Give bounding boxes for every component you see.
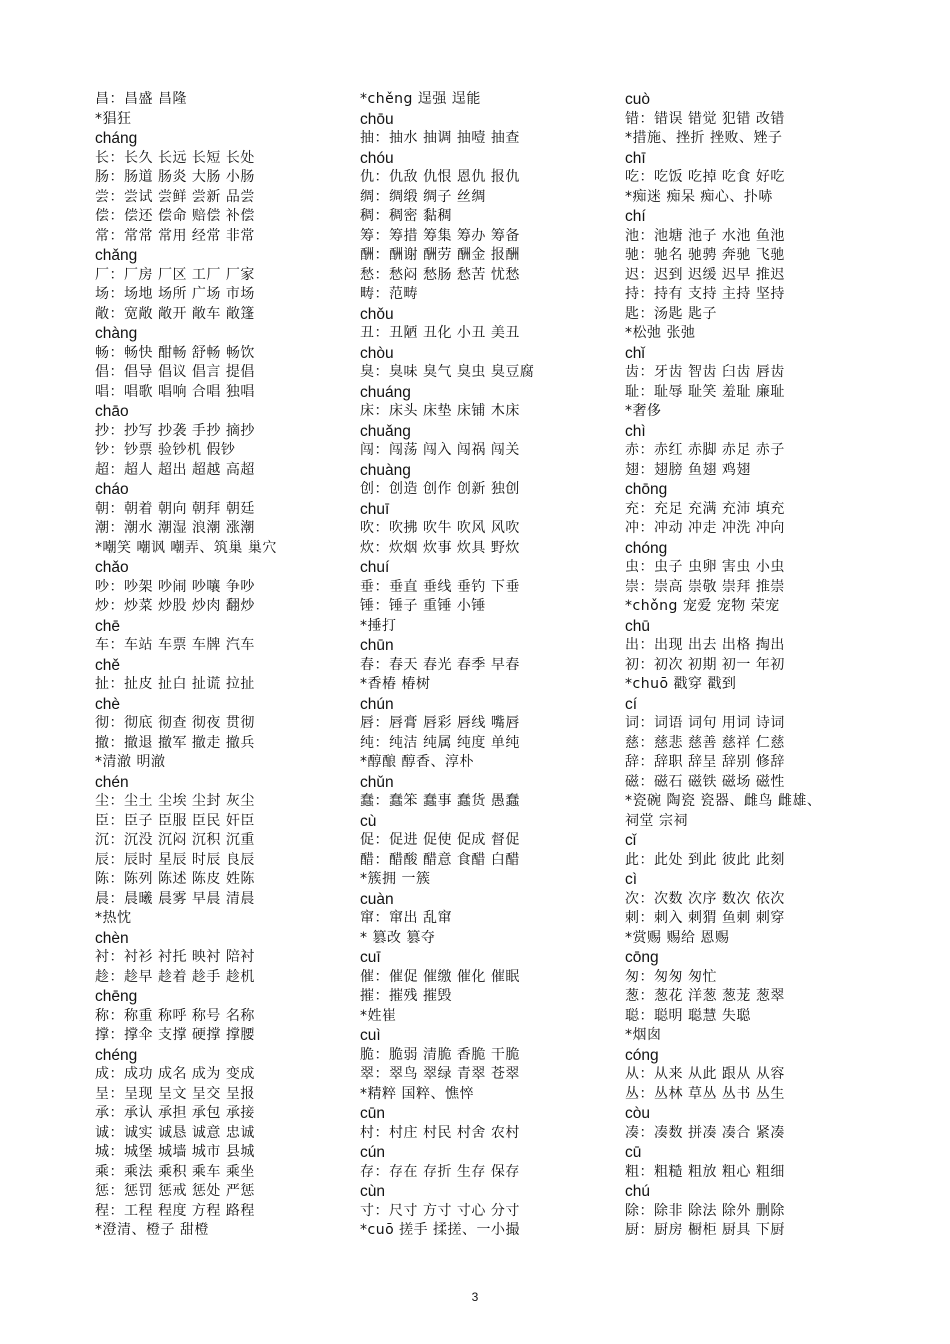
word-entry: 粗：粗糙 粗放 粗心 粗细 bbox=[625, 1163, 785, 1180]
word-entry: 持：持有 支持 主持 坚持 bbox=[625, 286, 785, 302]
pinyin-heading: chǎng bbox=[95, 247, 138, 264]
word-entry: 吃：吃饭 吃掉 吃食 好吃 bbox=[625, 169, 785, 185]
pinyin-heading: chì bbox=[625, 422, 646, 440]
pinyin-heading: chéng bbox=[95, 1046, 138, 1064]
word-entry: 此：此处 到此 彼此 此刻 bbox=[625, 851, 785, 868]
extra-words-line: *瓷碗 陶瓷 瓷器、雌鸟 雌雄、 bbox=[625, 793, 822, 809]
pinyin-heading: chí bbox=[625, 208, 646, 225]
word-entry: 次：次数 次序 数次 依次 bbox=[625, 890, 785, 907]
word-entry: 筹：筹措 筹集 筹办 筹备 bbox=[360, 227, 520, 244]
word-entry: 诚：诚实 诚恳 诚意 忠诚 bbox=[95, 1124, 255, 1141]
column-3 bbox=[625, 90, 885, 1241]
pinyin-heading: cuī bbox=[360, 949, 381, 966]
word-entry: 丛：丛林 草丛 丛书 丛生 bbox=[625, 1085, 785, 1102]
word-entry: 垂：垂直 垂线 垂钓 下垂 bbox=[360, 578, 520, 595]
pinyin-heading: chī bbox=[625, 149, 646, 167]
word-entry: 葱：葱花 洋葱 葱茏 葱翠 bbox=[625, 988, 785, 1004]
pinyin-heading: cù bbox=[360, 812, 377, 830]
pinyin-heading: chuí bbox=[360, 559, 390, 576]
extra-words-line: *嘲笑 嘲讽 嘲弄、筑巢 巢穴 bbox=[95, 539, 277, 556]
pinyin-heading: cùn bbox=[360, 1183, 385, 1200]
word-entry: 唇：唇膏 唇彩 唇线 嘴唇 bbox=[360, 715, 520, 731]
word-entry: 尝：尝试 尝鲜 尝新 品尝 bbox=[95, 188, 255, 205]
word-entry: 锤：锤子 重锤 小锤 bbox=[360, 598, 486, 614]
word-entry: 常：常常 常用 经常 非常 bbox=[95, 227, 255, 244]
column-1 bbox=[95, 90, 345, 1241]
word-entry: 稠：稠密 黏稠 bbox=[360, 208, 452, 224]
word-entry: 偿：偿还 偿命 赔偿 补偿 bbox=[95, 208, 255, 224]
word-entry: 磁：磁石 磁铁 磁场 磁性 bbox=[625, 773, 785, 790]
word-entry: 愁：愁闷 愁肠 愁苦 忧愁 bbox=[360, 266, 520, 283]
word-entry: 冲：冲动 冲走 冲洗 冲向 bbox=[625, 520, 785, 536]
pinyin-heading: chāo bbox=[95, 403, 129, 420]
pinyin-heading: cōng bbox=[625, 949, 659, 966]
pinyin-heading: cì bbox=[625, 871, 638, 888]
page-number: 3 bbox=[471, 1290, 479, 1304]
word-entry: 车：车站 车票 车牌 汽车 bbox=[95, 637, 255, 653]
word-entry: 丑：丑陋 丑化 小丑 美丑 bbox=[360, 325, 520, 341]
extra-words-line: *澄清、橙子 甜橙 bbox=[95, 1222, 209, 1238]
word-entry: 赤：赤红 赤脚 赤足 赤子 bbox=[625, 442, 785, 458]
word-entry: 炊：炊烟 炊事 炊具 野炊 bbox=[360, 539, 520, 556]
pinyin-heading: chàng bbox=[95, 325, 138, 342]
pinyin-heading: chóng bbox=[625, 539, 668, 557]
word-entry: 充：充足 充满 充沛 填充 bbox=[625, 500, 785, 517]
word-entry: 虫：虫子 虫卵 害虫 小虫 bbox=[625, 559, 785, 575]
word-entry: 厨：厨房 橱柜 厨具 下厨 bbox=[625, 1222, 785, 1238]
word-entry: 潮：潮水 潮湿 浪潮 涨潮 bbox=[95, 520, 255, 536]
word-entry: 匆：匆匆 匆忙 bbox=[625, 968, 717, 985]
pinyin-heading: chēng bbox=[95, 988, 138, 1005]
extra-words-line: *chǒng 宠爱 宠物 荣宠 bbox=[625, 598, 780, 614]
word-entry: 乘：乘法 乘积 乘车 乘坐 bbox=[95, 1163, 255, 1180]
word-entry: 创：创造 创作 创新 独创 bbox=[360, 481, 520, 497]
extra-words-line: *姓崔 bbox=[360, 1007, 397, 1024]
word-entry: 翅：翅膀 鱼翅 鸡翅 bbox=[625, 461, 751, 478]
word-entry: 纯：纯洁 纯属 纯度 单纯 bbox=[360, 734, 520, 751]
word-entry: 词：词语 词句 用词 诗词 bbox=[625, 715, 785, 731]
word-entry: 抽：抽水 抽调 抽噎 抽查 bbox=[360, 130, 520, 146]
extra-words-line: *措施、挫折 挫败、矬子 bbox=[625, 130, 783, 146]
word-entry: 脆：脆弱 清脆 香脆 干脆 bbox=[360, 1046, 520, 1063]
word-entry: 承：承认 承担 承包 承接 bbox=[95, 1105, 255, 1121]
column-2 bbox=[360, 90, 610, 1241]
word-entry: 称：称重 称呼 称号 名称 bbox=[95, 1007, 255, 1024]
pinyin-heading: chǒu bbox=[360, 305, 394, 323]
pinyin-heading: còu bbox=[625, 1105, 650, 1122]
word-entry: 场：场地 场所 广场 市场 bbox=[95, 286, 255, 302]
word-entry: 长：长久 长远 长短 长处 bbox=[95, 149, 255, 166]
extra-words-line: *赏赐 赐给 恩赐 bbox=[625, 929, 730, 946]
word-entry: 错：错误 错觉 犯错 改错 bbox=[625, 110, 785, 127]
word-entry: 臭：臭味 臭气 臭虫 臭豆腐 bbox=[360, 364, 535, 380]
word-entry: 迟：迟到 迟缓 迟早 推迟 bbox=[625, 266, 785, 283]
pinyin-heading: cuò bbox=[625, 91, 650, 108]
word-entry: 驰：驰名 驰骋 奔驰 飞驰 bbox=[625, 247, 785, 263]
pinyin-heading: chū bbox=[625, 617, 650, 635]
pinyin-heading: chòu bbox=[360, 344, 394, 362]
word-entry: 趁：趁早 趁着 趁手 趁机 bbox=[95, 968, 255, 985]
word-entry: 耻：耻辱 耻笑 羞耻 廉耻 bbox=[625, 383, 785, 400]
word-entry: 闯：闯荡 闯入 闯祸 闯关 bbox=[360, 442, 520, 458]
word-entry: 刺：刺入 刺猬 鱼刺 刺穿 bbox=[625, 910, 785, 926]
pinyin-heading: cháo bbox=[95, 481, 129, 498]
word-entry: 辰：辰时 星辰 时辰 良辰 bbox=[95, 851, 255, 868]
word-entry: 吹：吹拂 吹牛 吹风 风吹 bbox=[360, 520, 520, 536]
pinyin-heading: chě bbox=[95, 656, 120, 674]
extra-words-line: *chuō 戳穿 戳到 bbox=[625, 676, 737, 692]
word-entry: 陈：陈列 陈述 陈皮 姓陈 bbox=[95, 871, 255, 887]
pinyin-heading: chú bbox=[625, 1183, 650, 1200]
word-entry: 敞：宽敞 敞开 敞车 敞篷 bbox=[95, 305, 255, 322]
word-entry: 除：除非 除法 除外 删除 bbox=[625, 1202, 785, 1219]
pinyin-heading: cuàn bbox=[360, 890, 394, 908]
extra-words-line: *捶打 bbox=[360, 617, 397, 634]
word-entry: 存：存在 存折 生存 保存 bbox=[360, 1163, 520, 1180]
extra-words-line: *清澈 明澈 bbox=[95, 754, 166, 770]
pinyin-heading: chōng bbox=[625, 481, 668, 498]
pinyin-heading: chuī bbox=[360, 500, 390, 518]
word-entry: 惩：惩罚 惩戒 惩处 严惩 bbox=[95, 1183, 255, 1199]
word-entry: 春：春天 春光 春季 早春 bbox=[360, 656, 520, 673]
pinyin-heading: chuàng bbox=[360, 461, 411, 479]
extra-words-line: *热忱 bbox=[95, 910, 132, 926]
pinyin-heading: cún bbox=[360, 1144, 385, 1161]
word-entry: 倡：倡导 倡议 倡言 提倡 bbox=[95, 364, 255, 380]
word-entry: 仇：仇敌 仇恨 恩仇 报仇 bbox=[360, 169, 520, 185]
pinyin-heading: chén bbox=[95, 773, 129, 791]
word-entry: 畅：畅快 酣畅 舒畅 畅饮 bbox=[95, 344, 255, 361]
pinyin-heading: cūn bbox=[360, 1105, 385, 1122]
pinyin-heading: chóu bbox=[360, 149, 394, 167]
word-entry: 从：从来 从此 跟从 从容 bbox=[625, 1066, 785, 1082]
word-entry: 畴：范畴 bbox=[360, 286, 418, 302]
word-entry: 唱：唱歌 唱响 合唱 独唱 bbox=[95, 383, 255, 400]
pinyin-heading: cǐ bbox=[625, 832, 637, 849]
word-entry: 撤：撤退 撤军 撤走 撤兵 bbox=[95, 734, 255, 751]
pinyin-heading: chē bbox=[95, 617, 120, 635]
word-entry: 沉：沉没 沉闷 沉积 沉重 bbox=[95, 832, 255, 848]
word-entry: 初：初次 初期 初一 年初 bbox=[625, 656, 785, 673]
word-entry: 蠢：蠢笨 蠢事 蠢货 愚蠢 bbox=[360, 793, 520, 809]
word-entry: 扯：扯皮 扯白 扯谎 拉扯 bbox=[95, 676, 255, 692]
word-entry: 臣：臣子 臣服 臣民 奸臣 bbox=[95, 812, 255, 829]
word-entry: 朝：朝着 朝向 朝拜 朝廷 bbox=[95, 500, 255, 517]
pinyin-heading: chǐ bbox=[625, 344, 645, 362]
pinyin-heading: chǔn bbox=[360, 773, 394, 791]
word-entry: 成：成功 成名 成为 变成 bbox=[95, 1066, 255, 1082]
word-entry: 城：城堡 城墙 城市 县城 bbox=[95, 1144, 255, 1160]
word-entry: 寸：尺寸 方寸 寸心 分寸 bbox=[360, 1202, 520, 1219]
word-entry: 程：工程 程度 方程 路程 bbox=[95, 1202, 255, 1219]
word-entry: 钞：钞票 验钞机 假钞 bbox=[95, 442, 236, 458]
word-entry: 崇：崇高 崇敬 崇拜 推崇 bbox=[625, 578, 785, 595]
word-entry: 摧：摧残 摧毁 bbox=[360, 988, 452, 1004]
word-entry: 晨：晨曦 晨雾 早晨 清晨 bbox=[95, 890, 255, 907]
word-entry: 促：促进 促使 促成 督促 bbox=[360, 832, 520, 848]
pinyin-heading: chuǎng bbox=[360, 422, 411, 440]
word-entry: 醋：醋酸 醋意 食醋 白醋 bbox=[360, 851, 520, 868]
word-entry: 衬：衬衫 衬托 映衬 陪衬 bbox=[95, 949, 255, 965]
extra-words-line: *cuō 搓手 揉搓、一小撮 bbox=[360, 1222, 521, 1238]
word-entry: 抄：抄写 抄袭 手抄 摘抄 bbox=[95, 422, 255, 439]
pinyin-heading: cū bbox=[625, 1144, 642, 1161]
pinyin-heading: chǎo bbox=[95, 559, 129, 576]
word-entry: 酬：酬谢 酬劳 酬金 报酬 bbox=[360, 247, 520, 263]
pinyin-heading: cháng bbox=[95, 130, 138, 147]
word-entry: 匙：汤匙 匙子 bbox=[625, 305, 717, 322]
word-entry: 翠：翠鸟 翠绿 青翠 苍翠 bbox=[360, 1066, 520, 1082]
pinyin-heading: chūn bbox=[360, 637, 394, 654]
word-entry: 吵：吵架 吵闹 吵嚷 争吵 bbox=[95, 578, 255, 595]
word-entry: 撑：撑伞 支撑 硬撑 撑腰 bbox=[95, 1027, 255, 1043]
pinyin-heading: cí bbox=[625, 695, 638, 713]
word-entry: 窜：窜出 乱窜 bbox=[360, 910, 452, 926]
extra-words-line: *猖狂 bbox=[95, 110, 132, 127]
word-entry: 呈：呈现 呈文 呈交 呈报 bbox=[95, 1085, 255, 1102]
extra-words-line: *烟囱 bbox=[625, 1027, 662, 1043]
extra-words-line: *奢侈 bbox=[625, 403, 662, 419]
extra-words-line: * 篡改 篡夺 bbox=[360, 929, 436, 946]
extra-words-line: *痴迷 痴呆 痴心、扑哧 bbox=[625, 188, 773, 205]
word-entry: 彻：彻底 彻查 彻夜 贯彻 bbox=[95, 715, 255, 731]
word-entry: 绸：绸缎 绸子 丝绸 bbox=[360, 188, 486, 205]
word-entry: 祠堂 宗祠 bbox=[625, 812, 688, 829]
word-entry: 池：池塘 池子 水池 鱼池 bbox=[625, 227, 785, 244]
word-entry: 村：村庄 村民 村舍 农村 bbox=[360, 1124, 520, 1141]
extra-words-line: *松弛 张弛 bbox=[625, 325, 696, 341]
word-entry: 炒：炒菜 炒股 炒肉 翻炒 bbox=[95, 598, 255, 614]
pinyin-heading: cóng bbox=[625, 1046, 659, 1064]
extra-words-line: *香椿 椿树 bbox=[360, 676, 431, 692]
word-entry: 超：超人 超出 超越 高超 bbox=[95, 461, 255, 478]
pinyin-heading: chōu bbox=[360, 110, 394, 128]
pinyin-heading: chuáng bbox=[360, 383, 411, 401]
word-entry: 床：床头 床垫 床铺 木床 bbox=[360, 403, 520, 419]
word-entry: 凑：凑数 拼凑 凑合 紧凑 bbox=[625, 1124, 785, 1141]
word-entry: 肠：肠道 肠炎 大肠 小肠 bbox=[95, 169, 255, 185]
extra-words-line: *精粹 国粹、憔悴 bbox=[360, 1085, 474, 1102]
extra-words-line: *chěng 逞强 逞能 bbox=[360, 91, 481, 107]
word-entry: 催：催促 催缴 催化 催眠 bbox=[360, 968, 520, 985]
word-entry: 辞：辞职 辞呈 辞别 修辞 bbox=[625, 754, 785, 770]
word-entry: 出：出现 出去 出格 掏出 bbox=[625, 637, 785, 653]
word-entry: 聪：聪明 聪慧 失聪 bbox=[625, 1007, 751, 1024]
pinyin-heading: cuì bbox=[360, 1027, 381, 1044]
pinyin-heading: chè bbox=[95, 695, 120, 713]
word-entry: 齿：牙齿 智齿 臼齿 唇齿 bbox=[625, 364, 785, 380]
word-entry: 慈：慈悲 慈善 慈祥 仁慈 bbox=[625, 734, 785, 751]
pinyin-heading: chèn bbox=[95, 929, 129, 947]
word-entry: 尘：尘土 尘埃 尘封 灰尘 bbox=[95, 793, 255, 809]
word-entry: 昌：昌盛 昌隆 bbox=[95, 91, 187, 107]
word-entry: 厂：厂房 厂区 工厂 厂家 bbox=[95, 266, 255, 283]
pinyin-heading: chún bbox=[360, 695, 394, 713]
extra-words-line: *簇拥 一簇 bbox=[360, 871, 431, 887]
extra-words-line: *醇酿 醇香、淳朴 bbox=[360, 754, 474, 770]
